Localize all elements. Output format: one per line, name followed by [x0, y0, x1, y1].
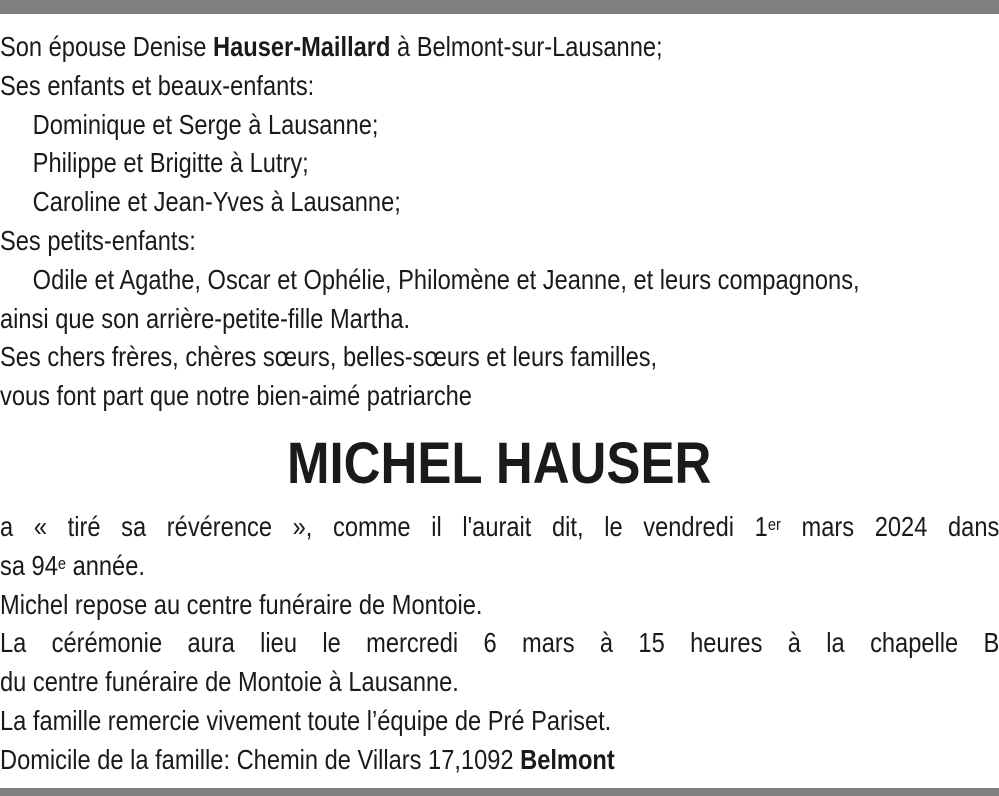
spouse-location: à Belmont-sur-Lausanne; — [390, 31, 663, 62]
deceased-name-text: MICHEL HAUSER — [287, 431, 712, 496]
family-address-line — [0, 741, 999, 780]
address-town: Belmont — [520, 743, 615, 775]
grandchildren-list: Odile et Agathe, Oscar et Ophélie, Philomène et Jeanne, et leurs compagnons, — [32, 263, 860, 295]
bottom-border-rule — [0, 788, 999, 796]
death-date-line — [0, 508, 999, 547]
family-announcement — [0, 28, 859, 416]
ceremony-line: La cérémonie aura lieu le mercredi 6 mars à 15 heures à la chapelle B — [0, 627, 999, 659]
age-ordinal-suffix: e — [57, 553, 67, 573]
repose-line: Michel repose au centre funéraire de Montoie. — [0, 588, 483, 620]
funeral-details — [0, 508, 999, 780]
great-grandchild-line: ainsi que son arrière-petite-fille Martha. — [0, 302, 411, 334]
thanks-line: La famille remercie vivement toute l’équipe de Pré Pariset. — [0, 704, 612, 736]
top-border-rule — [0, 0, 999, 14]
siblings-line: Ses chers frères, chères sœurs, belles-sœurs et leurs familles, — [0, 341, 658, 373]
spouse-surname: Hauser-Maillard — [213, 31, 391, 62]
child-line-3: Caroline et Jean-Yves à Lausanne; — [32, 186, 401, 218]
age-line — [0, 547, 999, 586]
deceased-name — [0, 428, 999, 500]
grandchildren-heading: Ses petits-enfants: — [0, 224, 196, 256]
children-heading: Ses enfants et beaux-enfants: — [0, 69, 315, 101]
death-date-year: mars 2024 dans — [780, 511, 999, 542]
spouse-text: Son épouse Denise — [0, 31, 214, 62]
age-suffix-text: année. — [66, 549, 145, 581]
ordinal-suffix: er — [767, 515, 781, 534]
child-line-1: Dominique et Serge à Lausanne; — [32, 108, 379, 140]
ceremony-location-line: du centre funéraire de Montoie à Lausanne. — [0, 666, 459, 698]
age-text: sa 94 — [0, 549, 58, 581]
announcement-intro: vous font part que notre bien-aimé patriarche — [0, 380, 472, 412]
child-line-2: Philippe et Brigitte à Lutry; — [32, 147, 309, 179]
address-text: Domicile de la famille: Chemin de Villars 17,1092 — [0, 743, 521, 775]
spouse-line — [0, 28, 999, 67]
death-date-text: a « tiré sa révérence », comme il l'aurait dit, le vendredi 1 — [0, 511, 768, 542]
